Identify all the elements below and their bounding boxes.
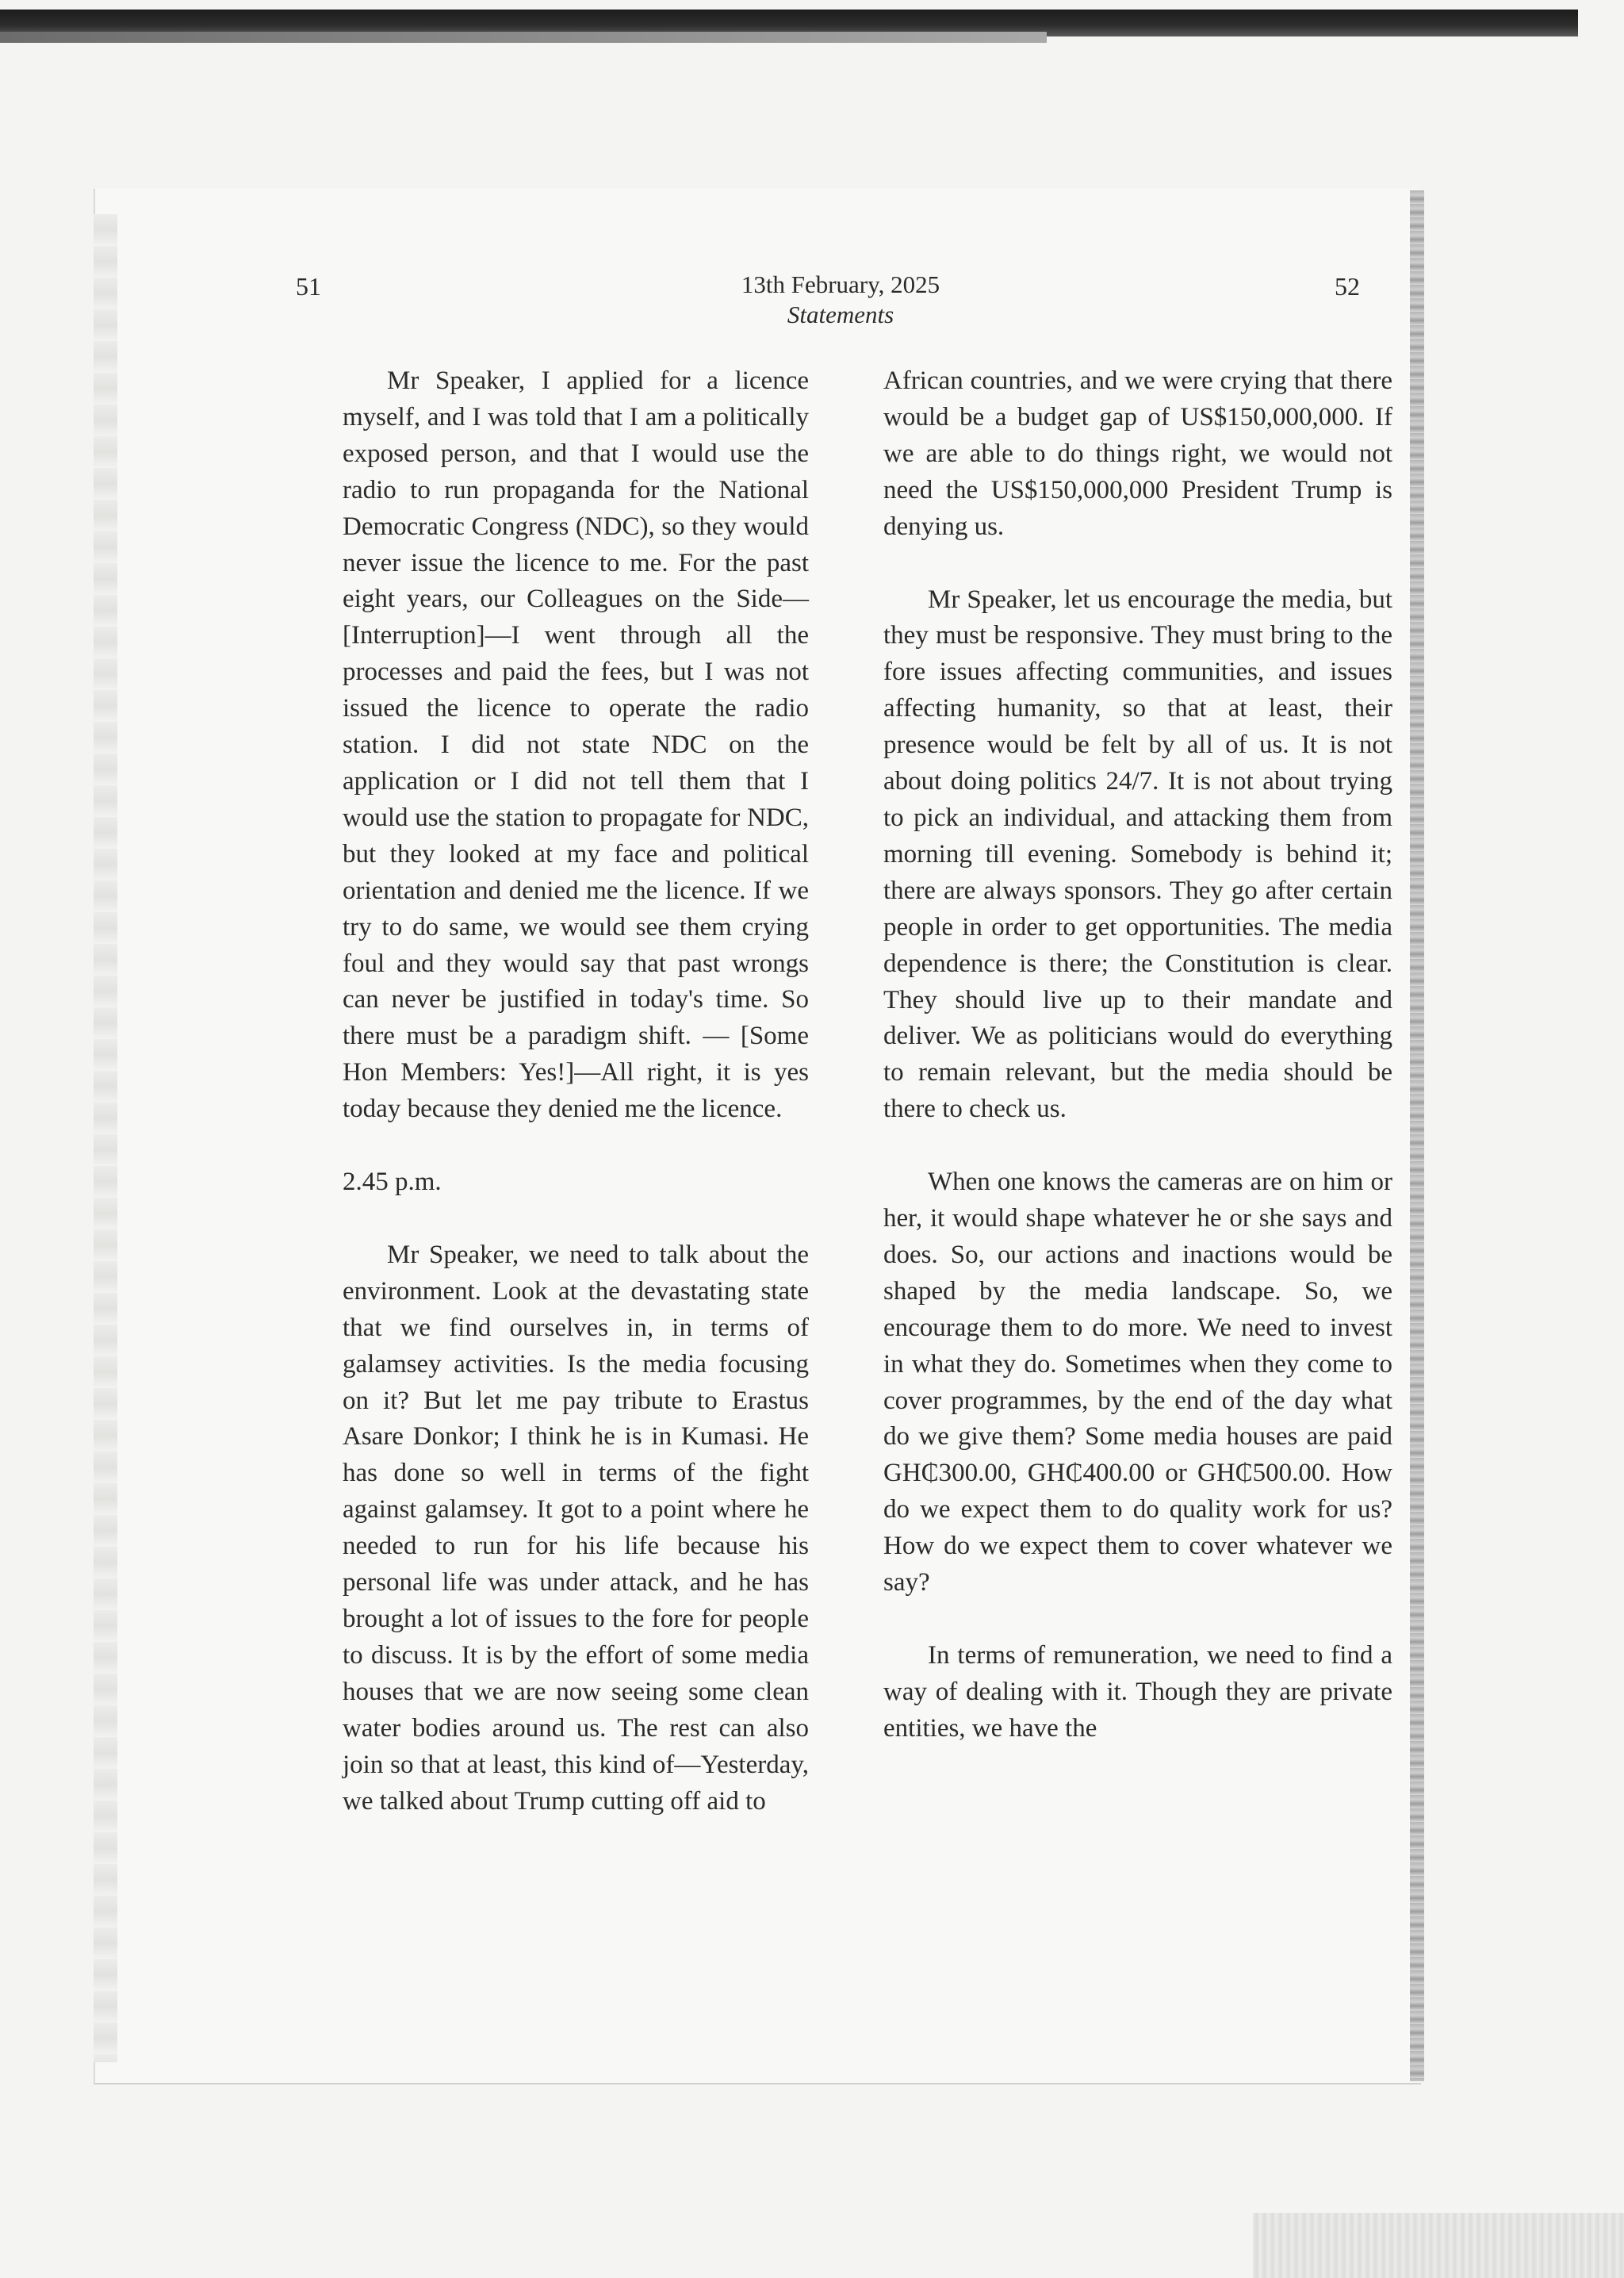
paragraph: African countries, and we were crying that there would be a budget gap of US$150,000,000. If we are able to do things right, we would not need the US$150,000,000 President Trump is denying us. (883, 366, 1392, 541)
paragraph: When one knows the cameras are on him or her, it would shape whatever he or she says and does. So, our actions and inactions would be shaped by the media landscape. So, we encourage them to do more. We need to invest in what they do. Sometimes when they come to cover programmes, by the end of the day what do we give them? Some media houses are paid GH₵300.00, GH₵400.00 or GH₵500.00. How do we expect them to do quality work for us? How do we expect them to cover whatever we say? (883, 1168, 1392, 1597)
left-page-number: 51 (296, 272, 321, 301)
scan-left-edge (94, 214, 117, 2062)
header-section: Statements (787, 301, 894, 328)
timestamp: 2.45 p.m. (343, 1168, 442, 1197)
paragraph: Mr Speaker, I applied for a licence myself, and I was told that I am a politically exposed person, and that I would use the radio to run propaganda for the National Democratic Congress (NDC), so they would never issue the licence to me. For the past eight years, our Colleagues on the Side— [Interruption]—I went through all the processes and paid the fees, but I was not issued the licence to operate the radio station. I did not state NDC on the application or I did not tell them that I would use the station to propagate for NDC, but they looked at my face and political orientation and denied me the licence. If we try to do same, we would see them crying foul and they would say that past wrongs can never be justified in today's time. So there must be a paradigm shift. — [Some Hon Members: Yes!]—All right, it is yes today because they denied me the licence. (343, 366, 809, 1124)
paragraph: Mr Speaker, let us encourage the media, but they must be responsive. They must bring to the fore issues affecting communities, and issues affecting humanity, so that at least, their presence would be felt by all of us. It is not about doing politics 24/7. It is not about trying to pick an individual, and attacking them from morning till evening. Somebody is behind it; there are always sponsors. They go after certain people in order to get opportunities. The media dependence is there; the Constitution is clear. They should live up to their mandate and deliver. We as politicians would do everything to remain relevant, but the media should be there to check us. (883, 585, 1392, 1124)
paragraph: In terms of remuneration, we need to find a way of dealing with it. Though they are private entities, we have the (883, 1641, 1392, 1743)
running-header (682, 270, 999, 330)
scan-right-edge (1410, 190, 1424, 2081)
header-date: 13th February, 2025 (741, 270, 940, 298)
paragraph: Mr Speaker, we need to talk about the environment. Look at the devastating state that we find ourselves in, in terms of galamsey activities. Is the media focusing on it? But let me pay tribute to Erastus Asare Donkor; I think he is in Kumasi. He has done so well in terms of the fight against galamsey. It got to a point where he needed to run for his life because his personal life was under attack, and he has brought a lot of issues to the fore for people to discuss. It is by the effort of some media houses that we are now seeing some clean water bodies around us. The rest can also join so that at least, this kind of—Yesterday, we talked about Trump cutting off aid to (343, 1240, 809, 1816)
right-text-column (883, 363, 1392, 1784)
scan-bottom-artifact (1253, 2213, 1624, 2278)
left-text-column (343, 363, 809, 1856)
right-page-number: 52 (1335, 272, 1360, 301)
scan-top-bar-shade (0, 32, 1047, 43)
